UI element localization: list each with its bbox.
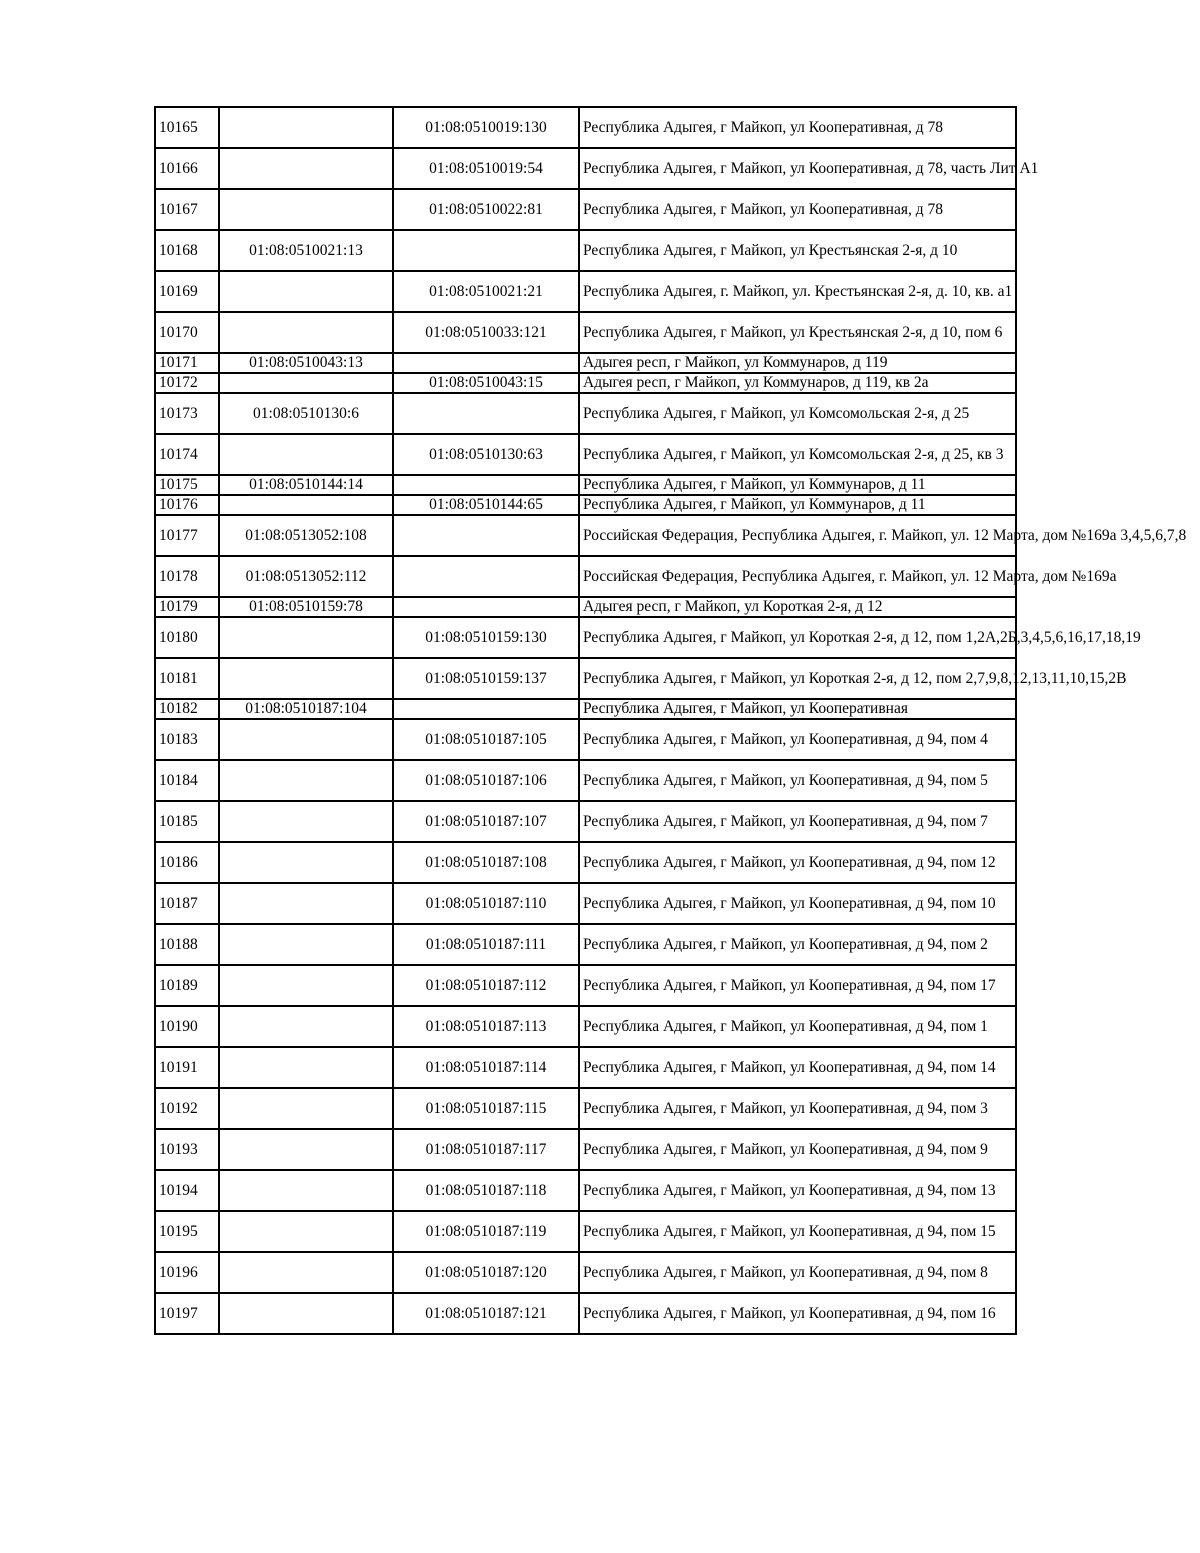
- address-cell: Республика Адыгея, г Майкоп, ул Кооперативная, д 94, пом 12: [579, 842, 1016, 883]
- cadastral-number-cell-2: 01:08:0510021:21: [393, 271, 579, 312]
- table-row: [155, 597, 1016, 617]
- row-number-cell: 10193: [155, 1129, 219, 1170]
- address-cell: Республика Адыгея, г Майкоп, ул Кооперативная, д 94, пом 8: [579, 1252, 1016, 1293]
- cadastral-number-cell-1: 01:08:0510159:78: [219, 597, 393, 617]
- table-row: [155, 801, 1016, 842]
- address-cell: Республика Адыгея, г Майкоп, ул Кооперативная, д 94, пом 7: [579, 801, 1016, 842]
- cadastral-number-cell-2: [393, 393, 579, 434]
- row-number-cell: 10175: [155, 475, 219, 495]
- table-row: [155, 699, 1016, 719]
- cadastral-number-cell-1: 01:08:0513052:112: [219, 556, 393, 597]
- address-cell: Республика Адыгея, г Майкоп, ул Кооперативная, д 94, пом 2: [579, 924, 1016, 965]
- row-number-cell: 10168: [155, 230, 219, 271]
- cadastral-number-cell-1: [219, 1006, 393, 1047]
- row-number-cell: 10188: [155, 924, 219, 965]
- cadastral-number-cell-1: [219, 842, 393, 883]
- address-cell: Российская Федерация, Республика Адыгея, г. Майкоп, ул. 12 Марта, дом №169а: [579, 556, 1016, 597]
- table-row: [155, 515, 1016, 556]
- row-number-cell: 10183: [155, 719, 219, 760]
- cadastral-number-cell-2: 01:08:0510187:112: [393, 965, 579, 1006]
- table-row: [155, 353, 1016, 373]
- cadastral-number-cell-1: [219, 883, 393, 924]
- registry-table: [154, 106, 1187, 1335]
- table-row: [155, 556, 1016, 597]
- cadastral-number-cell-1: [219, 719, 393, 760]
- row-number-cell: 10172: [155, 373, 219, 393]
- table-row: [155, 373, 1016, 393]
- cadastral-number-cell-2: 01:08:0510159:137: [393, 658, 579, 699]
- cadastral-number-cell-2: [393, 515, 579, 556]
- row-number-cell: 10174: [155, 434, 219, 475]
- table-row: [155, 312, 1016, 353]
- cadastral-number-cell-1: [219, 1170, 393, 1211]
- address-cell: Республика Адыгея, г. Майкоп, ул. Крестьянская 2-я, д. 10, кв. а1: [579, 271, 1016, 312]
- cadastral-number-cell-1: [219, 373, 393, 393]
- address-cell: Республика Адыгея, г Майкоп, ул Кооперативная, д 94, пом 16: [579, 1293, 1016, 1334]
- address-cell: Республика Адыгея, г Майкоп, ул Крестьянская 2-я, д 10: [579, 230, 1016, 271]
- cadastral-number-cell-1: [219, 1047, 393, 1088]
- table-row: [155, 1252, 1016, 1293]
- row-number-cell: 10195: [155, 1211, 219, 1252]
- cadastral-number-cell-1: [219, 617, 393, 658]
- cadastral-number-cell-2: 01:08:0510159:130: [393, 617, 579, 658]
- table-row: [155, 883, 1016, 924]
- row-number-cell: 10170: [155, 312, 219, 353]
- cadastral-number-cell-1: [219, 760, 393, 801]
- cadastral-number-cell-2: 01:08:0510187:113: [393, 1006, 579, 1047]
- cadastral-number-cell-1: [219, 495, 393, 515]
- table-row: [155, 719, 1016, 760]
- address-cell: Адыгея респ, г Майкоп, ул Коммунаров, д 119: [579, 353, 1016, 373]
- row-number-cell: 10177: [155, 515, 219, 556]
- cadastral-number-cell-2: 01:08:0510043:15: [393, 373, 579, 393]
- cadastral-number-cell-2: 01:08:0510187:108: [393, 842, 579, 883]
- cadastral-number-cell-1: [219, 107, 393, 148]
- cadastral-number-cell-1: [219, 189, 393, 230]
- address-cell: Республика Адыгея, г Майкоп, ул Комсомольская 2-я, д 25: [579, 393, 1016, 434]
- row-number-cell: 10190: [155, 1006, 219, 1047]
- address-cell: Республика Адыгея, г Майкоп, ул Кооперативная, д 94, пом 15: [579, 1211, 1016, 1252]
- table-row: [155, 842, 1016, 883]
- table-row: [155, 658, 1016, 699]
- row-number-cell: 10179: [155, 597, 219, 617]
- table-row: [155, 107, 1016, 148]
- row-number-cell: 10186: [155, 842, 219, 883]
- cadastral-number-cell-2: 01:08:0510187:117: [393, 1129, 579, 1170]
- address-cell: Адыгея респ, г Майкоп, ул Короткая 2-я, д 12: [579, 597, 1016, 617]
- address-cell: Республика Адыгея, г Майкоп, ул Кооперативная, д 78, часть Лит А1: [579, 148, 1016, 189]
- row-number-cell: 10171: [155, 353, 219, 373]
- table-row: [155, 760, 1016, 801]
- table-row: [155, 475, 1016, 495]
- address-cell: Республика Адыгея, г Майкоп, ул Кооперативная, д 94, пом 3: [579, 1088, 1016, 1129]
- address-cell: Республика Адыгея, г Майкоп, ул Кооперативная, д 94, пом 5: [579, 760, 1016, 801]
- table-row: [155, 230, 1016, 271]
- cadastral-number-cell-2: 01:08:0510019:130: [393, 107, 579, 148]
- row-number-cell: 10180: [155, 617, 219, 658]
- address-cell: Российская Федерация, Республика Адыгея, г. Майкоп, ул. 12 Марта, дом №169а 3,4,5,6,7,8: [579, 515, 1016, 556]
- address-cell: Республика Адыгея, г Майкоп, ул Комсомольская 2-я, д 25, кв 3: [579, 434, 1016, 475]
- cadastral-number-cell-1: 01:08:0513052:108: [219, 515, 393, 556]
- table-row: [155, 1293, 1016, 1334]
- cadastral-number-cell-2: [393, 353, 579, 373]
- table-row: [155, 271, 1016, 312]
- table-row: [155, 189, 1016, 230]
- row-number-cell: 10185: [155, 801, 219, 842]
- cadastral-number-cell-1: 01:08:0510130:6: [219, 393, 393, 434]
- address-cell: Адыгея респ, г Майкоп, ул Коммунаров, д 119, кв 2а: [579, 373, 1016, 393]
- cadastral-number-cell-2: 01:08:0510033:121: [393, 312, 579, 353]
- table-row: [155, 965, 1016, 1006]
- address-cell: Республика Адыгея, г Майкоп, ул Кооперативная, д 94, пом 4: [579, 719, 1016, 760]
- cadastral-number-cell-2: 01:08:0510130:63: [393, 434, 579, 475]
- address-cell: Республика Адыгея, г Майкоп, ул Кооперативная, д 94, пом 1: [579, 1006, 1016, 1047]
- row-number-cell: 10176: [155, 495, 219, 515]
- row-number-cell: 10165: [155, 107, 219, 148]
- cadastral-number-cell-1: [219, 658, 393, 699]
- cadastral-number-cell-1: [219, 312, 393, 353]
- table-row: [155, 495, 1016, 515]
- row-number-cell: 10178: [155, 556, 219, 597]
- table-row: [155, 1129, 1016, 1170]
- table-row: [155, 1047, 1016, 1088]
- cadastral-number-cell-2: [393, 556, 579, 597]
- address-cell: Республика Адыгея, г Майкоп, ул Коммунаров, д 11: [579, 475, 1016, 495]
- address-cell: Республика Адыгея, г Майкоп, ул Коммунаров, д 11: [579, 495, 1016, 515]
- cadastral-number-cell-1: [219, 801, 393, 842]
- cadastral-number-cell-1: 01:08:0510187:104: [219, 699, 393, 719]
- cadastral-number-cell-2: 01:08:0510187:110: [393, 883, 579, 924]
- table-row: [155, 924, 1016, 965]
- cadastral-number-cell-2: 01:08:0510187:111: [393, 924, 579, 965]
- row-number-cell: 10169: [155, 271, 219, 312]
- row-number-cell: 10181: [155, 658, 219, 699]
- cadastral-number-cell-2: 01:08:0510019:54: [393, 148, 579, 189]
- row-number-cell: 10196: [155, 1252, 219, 1293]
- cadastral-number-cell-1: [219, 434, 393, 475]
- cadastral-number-cell-2: 01:08:0510187:115: [393, 1088, 579, 1129]
- address-cell: Республика Адыгея, г Майкоп, ул Кооперативная, д 94, пом 14: [579, 1047, 1016, 1088]
- cadastral-number-cell-2: [393, 230, 579, 271]
- row-number-cell: 10197: [155, 1293, 219, 1334]
- cadastral-number-cell-2: 01:08:0510187:118: [393, 1170, 579, 1211]
- cadastral-number-cell-1: [219, 271, 393, 312]
- cadastral-number-cell-2: 01:08:0510187:106: [393, 760, 579, 801]
- address-cell: Республика Адыгея, г Майкоп, ул Крестьянская 2-я, д 10, пом 6: [579, 312, 1016, 353]
- cadastral-number-cell-1: [219, 1252, 393, 1293]
- address-cell: Республика Адыгея, г Майкоп, ул Кооперативная, д 78: [579, 189, 1016, 230]
- cadastral-number-cell-1: [219, 1129, 393, 1170]
- cadastral-number-cell-1: [219, 1293, 393, 1334]
- cadastral-number-cell-2: 01:08:0510187:114: [393, 1047, 579, 1088]
- cadastral-number-cell-2: [393, 699, 579, 719]
- address-cell: Республика Адыгея, г Майкоп, ул Короткая 2-я, д 12, пом 1,2А,2Б,3,4,5,6,16,17,18,19: [579, 617, 1016, 658]
- table-row: [155, 1170, 1016, 1211]
- cadastral-number-cell-1: 01:08:0510021:13: [219, 230, 393, 271]
- table-row: [155, 1006, 1016, 1047]
- cadastral-number-cell-2: 01:08:0510144:65: [393, 495, 579, 515]
- address-cell: Республика Адыгея, г Майкоп, ул Кооперативная: [579, 699, 1016, 719]
- address-cell: Республика Адыгея, г Майкоп, ул Кооперативная, д 94, пом 10: [579, 883, 1016, 924]
- row-number-cell: 10191: [155, 1047, 219, 1088]
- cadastral-number-cell-2: 01:08:0510187:121: [393, 1293, 579, 1334]
- table-row: [155, 148, 1016, 189]
- address-cell: Республика Адыгея, г Майкоп, ул Кооперативная, д 94, пом 17: [579, 965, 1016, 1006]
- row-number-cell: 10187: [155, 883, 219, 924]
- registry-table-body: [155, 107, 1187, 1334]
- address-cell: Республика Адыгея, г Майкоп, ул Короткая 2-я, д 12, пом 2,7,9,8,12,13,11,10,15,2В: [579, 658, 1016, 699]
- row-number-cell: 10166: [155, 148, 219, 189]
- row-number-cell: 10167: [155, 189, 219, 230]
- row-number-cell: 10189: [155, 965, 219, 1006]
- cadastral-number-cell-2: 01:08:0510187:119: [393, 1211, 579, 1252]
- cadastral-number-cell-2: 01:08:0510187:105: [393, 719, 579, 760]
- row-number-cell: 10192: [155, 1088, 219, 1129]
- cadastral-number-cell-2: 01:08:0510022:81: [393, 189, 579, 230]
- row-number-cell: 10173: [155, 393, 219, 434]
- cadastral-number-cell-2: [393, 475, 579, 495]
- cadastral-number-cell-2: 01:08:0510187:107: [393, 801, 579, 842]
- cadastral-number-cell-1: [219, 148, 393, 189]
- cadastral-number-cell-1: [219, 1211, 393, 1252]
- row-number-cell: 10184: [155, 760, 219, 801]
- cadastral-number-cell-2: 01:08:0510187:120: [393, 1252, 579, 1293]
- cadastral-number-cell-1: [219, 965, 393, 1006]
- address-cell: Республика Адыгея, г Майкоп, ул Кооперативная, д 94, пом 9: [579, 1129, 1016, 1170]
- cadastral-number-cell-1: [219, 924, 393, 965]
- address-cell: Республика Адыгея, г Майкоп, ул Кооперативная, д 94, пом 13: [579, 1170, 1016, 1211]
- cadastral-number-cell-2: [393, 597, 579, 617]
- table-row: [155, 434, 1016, 475]
- cadastral-number-cell-1: 01:08:0510043:13: [219, 353, 393, 373]
- address-cell: Республика Адыгея, г Майкоп, ул Кооперативная, д 78: [579, 107, 1016, 148]
- table-row: [155, 1211, 1016, 1252]
- cadastral-number-cell-1: 01:08:0510144:14: [219, 475, 393, 495]
- table-row: [155, 1088, 1016, 1129]
- table-row: [155, 617, 1016, 658]
- row-number-cell: 10182: [155, 699, 219, 719]
- table-row: [155, 393, 1016, 434]
- row-number-cell: 10194: [155, 1170, 219, 1211]
- cadastral-number-cell-1: [219, 1088, 393, 1129]
